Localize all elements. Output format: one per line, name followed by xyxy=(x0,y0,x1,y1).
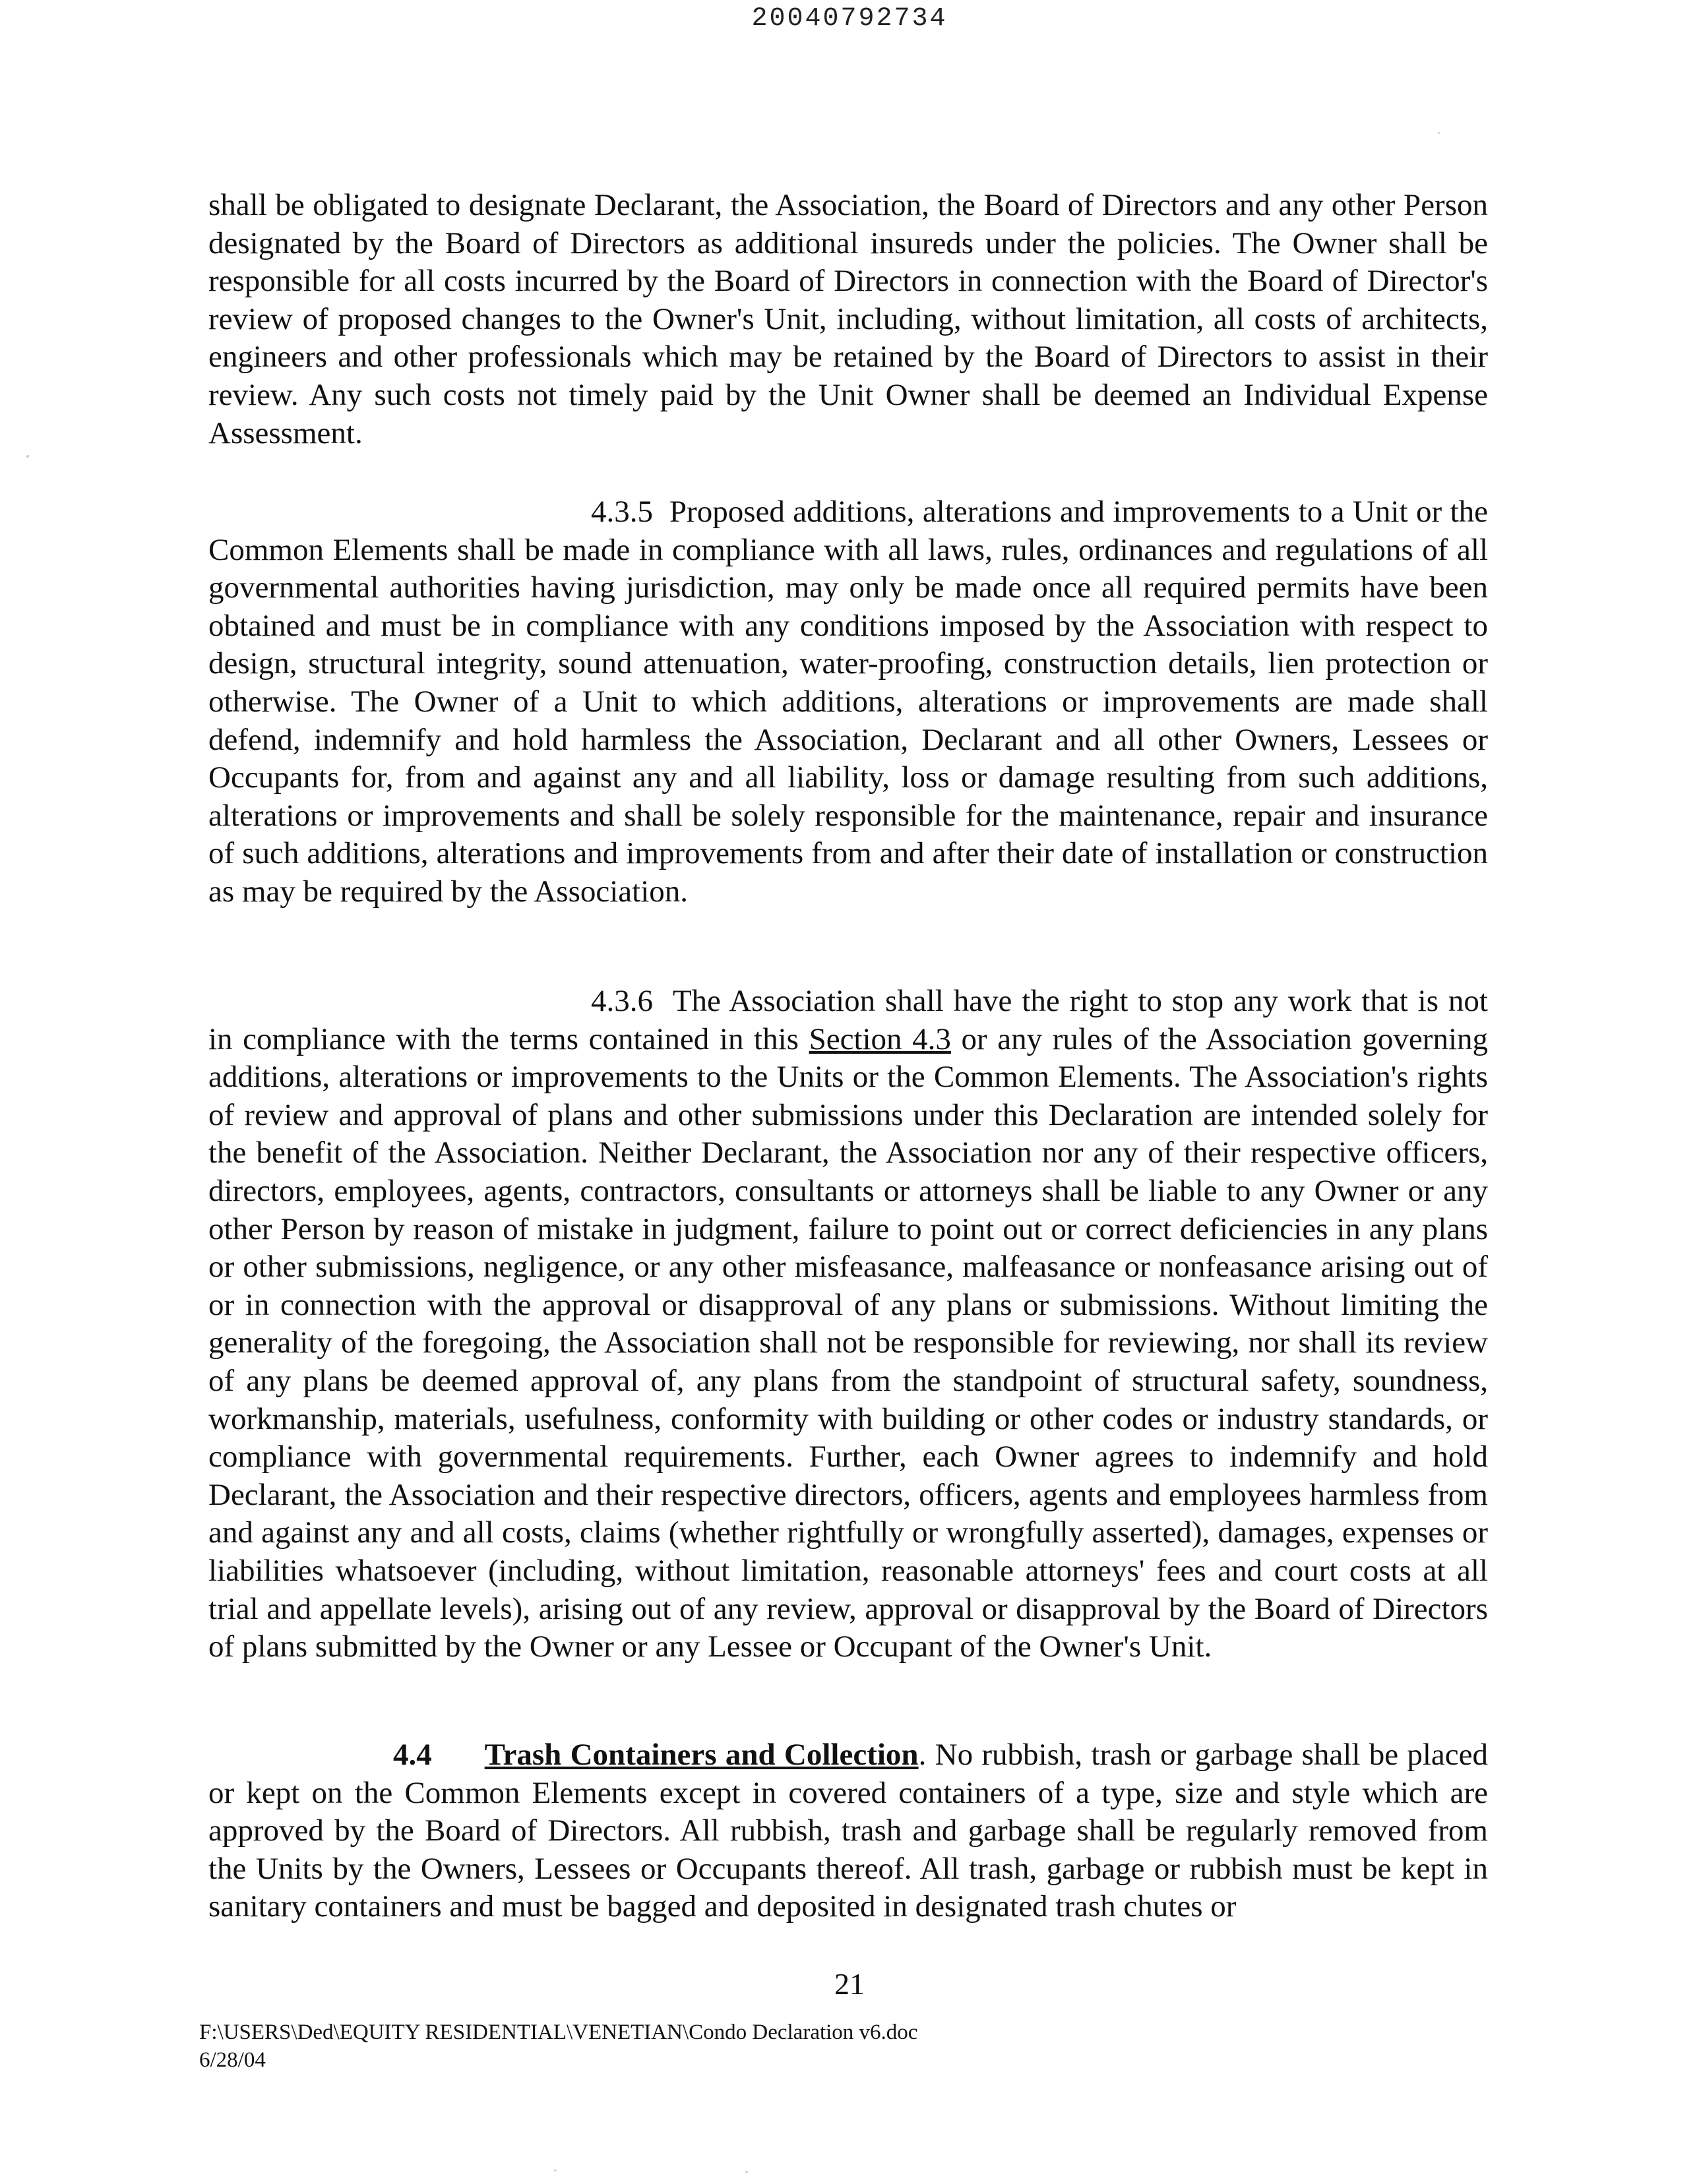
section-4-4-paragraph xyxy=(208,1736,1488,1926)
scan-speck xyxy=(554,2169,557,2171)
scan-speck xyxy=(745,2171,748,2173)
section-4-3-5-paragraph xyxy=(208,493,1488,911)
footer-date: 6/28/04 xyxy=(199,2048,266,2072)
section-4-3-6 xyxy=(208,983,1488,1666)
section-text: or any rules of the Association governing additions, alterations or improvements to the Units or the Common Elements. The Association's rights of review and approval of plans and other submissions under this Declaration are intended solely for the benefit of the Association. Neither Declarant, the Association nor any of their respective officers, directors, employees, agents, contractors, consultants or attorneys shall be liable to any Owner or any other Person by reason of mistake in judgment, failure to point out or correct deficiencies in any plans or other submissions, negligence, or any other misfeasance, malfeasance or nonfeasance arising out of or in connection with the approval or disapproval of any plans or submissions. Without limiting the generality of the foregoing, the Association shall not be responsible for reviewing, nor shall its review of any plans be deemed approval of, any plans from the standpoint of structural safety, soundness, workmanship, materials, usefulness, conformity with building or other codes or industry standards, or compliance with governmental requirements. Further, each Owner agrees to indemnify and hold Declarant, the Association and their respective directors, officers, agents and employees harmless from and against any and all costs, claims (whether rightfully or wrongfully asserted), damages, expenses or liabilities whatsoever (including, without limitation, reasonable attorneys' fees and court costs at all trial and appellate levels), arising out of any review, approval or disapproval by the Board of Directors of plans submitted by the Owner or any Lessee or Occupant of the Owner's Unit. xyxy=(208,1021,1488,1664)
section-number: 4.3.5 xyxy=(591,495,653,529)
section-number: 4.4 xyxy=(393,1738,432,1772)
section-number: 4.3.6 xyxy=(591,984,653,1018)
section-4-3-6-paragraph xyxy=(208,983,1488,1666)
page-number: 21 xyxy=(834,1967,865,2001)
section-heading: Trash Containers and Collection xyxy=(484,1738,919,1772)
section-reference: Section 4.3 xyxy=(809,1021,951,1056)
scan-speck xyxy=(26,455,29,458)
document-number: 20040792734 xyxy=(751,4,948,34)
section-text: . No rubbish, trash or garbage shall be placed or kept on the Common Elements except in covered containers of a type, size and style which are approved by the Board of Directors. All rubbish, trash and garbage shall be regularly removed from the Units by the Owners, Lessees or Occupants thereof. All trash, garbage or rubbish must be kept in sanitary containers and must be bagged and deposited in designated trash chutes or xyxy=(208,1738,1489,1924)
scan-speck xyxy=(1438,132,1440,134)
paragraph-text: shall be obligated to designate Declarant, the Association, the Board of Directors and any other Person designated by the Board of Directors as additional insureds under the policies. The Owner shall be responsible for all costs incurred by the Board of Directors in connection with the Board of Director's review of proposed changes to the Owner's Unit, including, without limitation, all costs of architects, engineers and other professionals which may be retained by the Board of Directors to assist in their review. Any such costs not timely paid by the Unit Owner shall be deemed an Individual Expense Assessment. xyxy=(208,188,1488,450)
section-4-3-5 xyxy=(208,493,1488,911)
section-text: The Association shall have the right to stop any work that is not in compliance with the terms contained in this xyxy=(208,984,1488,1056)
footer-file-path: F:\USERS\Ded\EQUITY RESIDENTIAL\VENETIAN\Condo Declaration v6.doc xyxy=(199,2020,918,2044)
paragraph-continuation xyxy=(208,187,1488,452)
section-4-4 xyxy=(208,1736,1488,1926)
section-text: Proposed additions, alterations and improvements to a Unit or the Common Elements shall be made in compliance with all laws, rules, ordinances and regulations of all governmental authorities having jurisdiction, may only be made once all required permits have been obtained and must be in compliance with any conditions imposed by the Association with respect to design, structural integrity, sound attenuation, water-proofing, construction details, lien protection or otherwise. The Owner of a Unit to which additions, alterations or improvements are made shall defend, indemnify and hold harmless the Association, Declarant and all other Owners, Lessees or Occupants for, from and against any and all liability, loss or damage resulting from such additions, alterations or improvements and shall be solely responsible for the maintenance, repair and insurance of such additions, alterations and improvements from and after their date of installation or construction as may be required by the Association. xyxy=(208,495,1488,909)
